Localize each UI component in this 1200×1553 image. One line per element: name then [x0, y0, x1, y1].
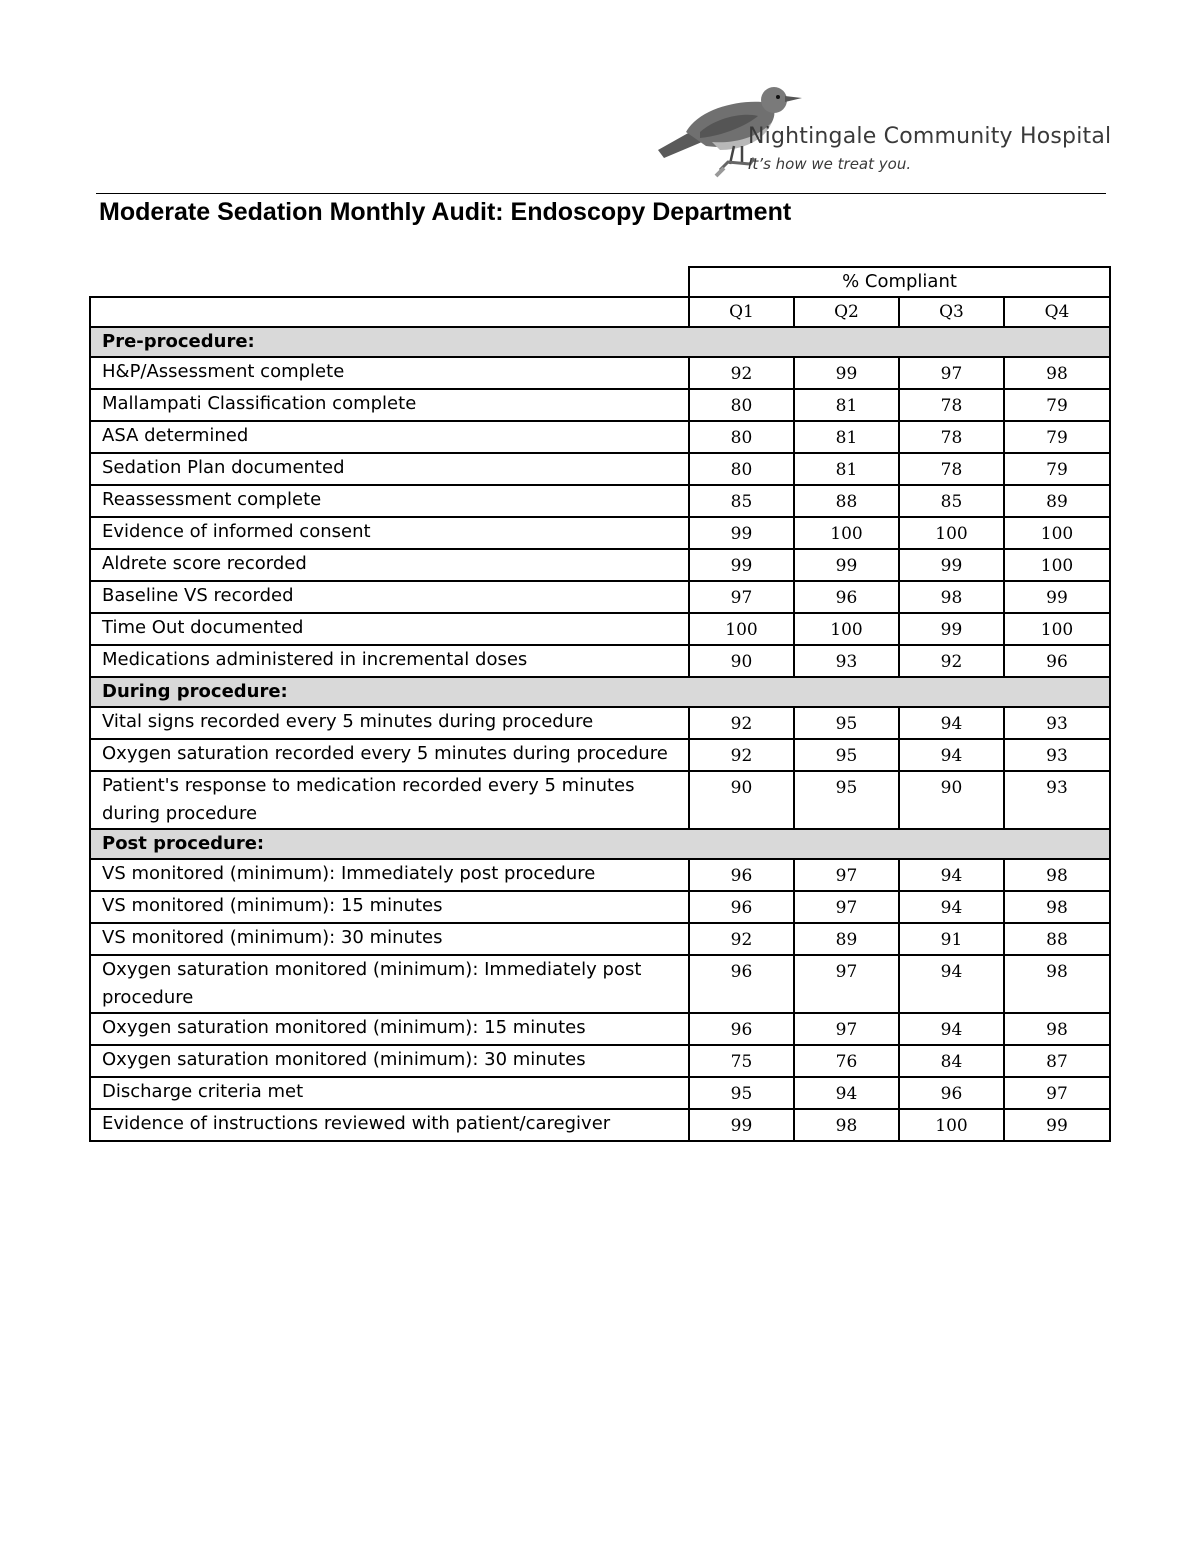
- value-cell-q4: 98: [1004, 955, 1110, 1013]
- value-cell-q4: 79: [1004, 421, 1110, 453]
- section-row: [90, 327, 1110, 357]
- value-cell-q4: 79: [1004, 453, 1110, 485]
- value-cell-q1: 96: [689, 891, 794, 923]
- quarter-header-row: [90, 297, 1110, 327]
- value-cell-q4: 93: [1004, 739, 1110, 771]
- value-cell-q4: 89: [1004, 485, 1110, 517]
- table-row: [90, 485, 1110, 517]
- value-cell-q3: 94: [899, 859, 1004, 891]
- table-row: [90, 645, 1110, 677]
- table-row: [90, 1077, 1110, 1109]
- row-label: Evidence of instructions reviewed with patient/caregiver: [90, 1109, 689, 1141]
- row-label: Evidence of informed consent: [90, 517, 689, 549]
- row-label: VS monitored (minimum): 15 minutes: [90, 891, 689, 923]
- value-cell-q1: 95: [689, 1077, 794, 1109]
- value-cell-q2: 81: [794, 453, 899, 485]
- value-cell-q3: 100: [899, 517, 1004, 549]
- row-label: Discharge criteria met: [90, 1077, 689, 1109]
- table-row: [90, 859, 1110, 891]
- value-cell-q4: 100: [1004, 613, 1110, 645]
- value-cell-q2: 98: [794, 1109, 899, 1141]
- value-cell-q3: 96: [899, 1077, 1004, 1109]
- value-cell-q2: 89: [794, 923, 899, 955]
- row-label: Oxygen saturation monitored (minimum): Immediately post procedure: [90, 955, 689, 1013]
- logo-tagline: It’s how we treat you.: [748, 155, 912, 173]
- row-label: VS monitored (minimum): 30 minutes: [90, 923, 689, 955]
- table-row: [90, 549, 1110, 581]
- value-cell-q4: 93: [1004, 771, 1110, 829]
- value-cell-q1: 96: [689, 955, 794, 1013]
- table-row: [90, 421, 1110, 453]
- value-cell-q3: 92: [899, 645, 1004, 677]
- row-label: Oxygen saturation monitored (minimum): 15 minutes: [90, 1013, 689, 1045]
- row-label: Patient's response to medication recorded every 5 minutes during procedure: [90, 771, 689, 829]
- value-cell-q2: 94: [794, 1077, 899, 1109]
- value-cell-q3: 98: [899, 581, 1004, 613]
- row-label: Aldrete score recorded: [90, 549, 689, 581]
- value-cell-q3: 78: [899, 389, 1004, 421]
- row-label: Oxygen saturation monitored (minimum): 30 minutes: [90, 1045, 689, 1077]
- group-header-row: [90, 267, 1110, 297]
- value-cell-q1: 99: [689, 1109, 794, 1141]
- value-cell-q4: 98: [1004, 1013, 1110, 1045]
- value-cell-q3: 99: [899, 613, 1004, 645]
- value-cell-q1: 85: [689, 485, 794, 517]
- value-cell-q2: 96: [794, 581, 899, 613]
- row-label: Mallampati Classification complete: [90, 389, 689, 421]
- row-label: Baseline VS recorded: [90, 581, 689, 613]
- value-cell-q1: 97: [689, 581, 794, 613]
- value-cell-q1: 80: [689, 421, 794, 453]
- table-row: [90, 923, 1110, 955]
- value-cell-q1: 96: [689, 1013, 794, 1045]
- value-cell-q2: 100: [794, 517, 899, 549]
- value-cell-q2: 97: [794, 955, 899, 1013]
- table-row: [90, 581, 1110, 613]
- value-cell-q1: 100: [689, 613, 794, 645]
- table-row: [90, 771, 1110, 829]
- value-cell-q4: 98: [1004, 859, 1110, 891]
- value-cell-q3: 97: [899, 357, 1004, 389]
- value-cell-q3: 78: [899, 453, 1004, 485]
- value-cell-q4: 98: [1004, 891, 1110, 923]
- quarter-header-q3: Q3: [899, 297, 1004, 327]
- value-cell-q3: 94: [899, 707, 1004, 739]
- value-cell-q2: 100: [794, 613, 899, 645]
- value-cell-q4: 87: [1004, 1045, 1110, 1077]
- value-cell-q3: 94: [899, 1013, 1004, 1045]
- section-title: During procedure:: [90, 677, 1110, 707]
- value-cell-q3: 78: [899, 421, 1004, 453]
- value-cell-q2: 99: [794, 357, 899, 389]
- row-label: Oxygen saturation recorded every 5 minutes during procedure: [90, 739, 689, 771]
- table-row: [90, 707, 1110, 739]
- row-label: Time Out documented: [90, 613, 689, 645]
- quarter-header-q4: Q4: [1004, 297, 1110, 327]
- table-row: [90, 955, 1110, 1013]
- value-cell-q2: 97: [794, 891, 899, 923]
- value-cell-q4: 88: [1004, 923, 1110, 955]
- row-label: Vital signs recorded every 5 minutes during procedure: [90, 707, 689, 739]
- value-cell-q2: 81: [794, 421, 899, 453]
- table-row: [90, 1045, 1110, 1077]
- section-row: [90, 829, 1110, 859]
- table-row: [90, 453, 1110, 485]
- value-cell-q2: 76: [794, 1045, 899, 1077]
- section-row: [90, 677, 1110, 707]
- table-row: [90, 517, 1110, 549]
- value-cell-q2: 93: [794, 645, 899, 677]
- table-row: [90, 739, 1110, 771]
- value-cell-q1: 80: [689, 453, 794, 485]
- value-cell-q1: 75: [689, 1045, 794, 1077]
- value-cell-q3: 90: [899, 771, 1004, 829]
- value-cell-q2: 95: [794, 739, 899, 771]
- value-cell-q4: 99: [1004, 581, 1110, 613]
- table-row: [90, 1109, 1110, 1141]
- value-cell-q2: 97: [794, 859, 899, 891]
- row-label: Sedation Plan documented: [90, 453, 689, 485]
- value-cell-q4: 97: [1004, 1077, 1110, 1109]
- table-row: [90, 389, 1110, 421]
- table-row: [90, 613, 1110, 645]
- label-header-cell: [90, 297, 689, 327]
- table-row: [90, 1013, 1110, 1045]
- quarter-header-q2: Q2: [794, 297, 899, 327]
- value-cell-q3: 94: [899, 891, 1004, 923]
- value-cell-q3: 94: [899, 739, 1004, 771]
- compliance-table: [89, 266, 1111, 1142]
- value-cell-q2: 95: [794, 771, 899, 829]
- value-cell-q2: 99: [794, 549, 899, 581]
- value-cell-q4: 93: [1004, 707, 1110, 739]
- section-title: Pre-procedure:: [90, 327, 1110, 357]
- value-cell-q1: 92: [689, 357, 794, 389]
- page-title: Moderate Sedation Monthly Audit: Endoscopy Department: [99, 198, 792, 226]
- table-row: [90, 357, 1110, 389]
- row-label: ASA determined: [90, 421, 689, 453]
- value-cell-q3: 99: [899, 549, 1004, 581]
- value-cell-q1: 99: [689, 517, 794, 549]
- value-cell-q4: 100: [1004, 517, 1110, 549]
- value-cell-q4: 100: [1004, 549, 1110, 581]
- value-cell-q4: 79: [1004, 389, 1110, 421]
- row-label: Reassessment complete: [90, 485, 689, 517]
- value-cell-q4: 98: [1004, 357, 1110, 389]
- value-cell-q1: 92: [689, 707, 794, 739]
- section-title: Post procedure:: [90, 829, 1110, 859]
- table-row: [90, 891, 1110, 923]
- value-cell-q4: 99: [1004, 1109, 1110, 1141]
- value-cell-q1: 90: [689, 645, 794, 677]
- value-cell-q3: 91: [899, 923, 1004, 955]
- row-label: Medications administered in incremental doses: [90, 645, 689, 677]
- logo-name: Nightingale Community Hospital: [748, 124, 1112, 149]
- value-cell-q1: 92: [689, 923, 794, 955]
- value-cell-q3: 85: [899, 485, 1004, 517]
- value-cell-q1: 90: [689, 771, 794, 829]
- value-cell-q2: 88: [794, 485, 899, 517]
- row-label: VS monitored (minimum): Immediately post procedure: [90, 859, 689, 891]
- value-cell-q3: 100: [899, 1109, 1004, 1141]
- value-cell-q4: 96: [1004, 645, 1110, 677]
- quarter-header-q1: Q1: [689, 297, 794, 327]
- hospital-logo: [650, 80, 1110, 185]
- row-label: H&P/Assessment complete: [90, 357, 689, 389]
- value-cell-q1: 80: [689, 389, 794, 421]
- blank-cell: [90, 267, 689, 297]
- value-cell-q3: 94: [899, 955, 1004, 1013]
- value-cell-q2: 81: [794, 389, 899, 421]
- value-cell-q3: 84: [899, 1045, 1004, 1077]
- header-divider: [96, 193, 1106, 194]
- value-cell-q2: 97: [794, 1013, 899, 1045]
- value-cell-q2: 95: [794, 707, 899, 739]
- value-cell-q1: 96: [689, 859, 794, 891]
- compliant-header: % Compliant: [689, 267, 1110, 297]
- value-cell-q1: 92: [689, 739, 794, 771]
- value-cell-q1: 99: [689, 549, 794, 581]
